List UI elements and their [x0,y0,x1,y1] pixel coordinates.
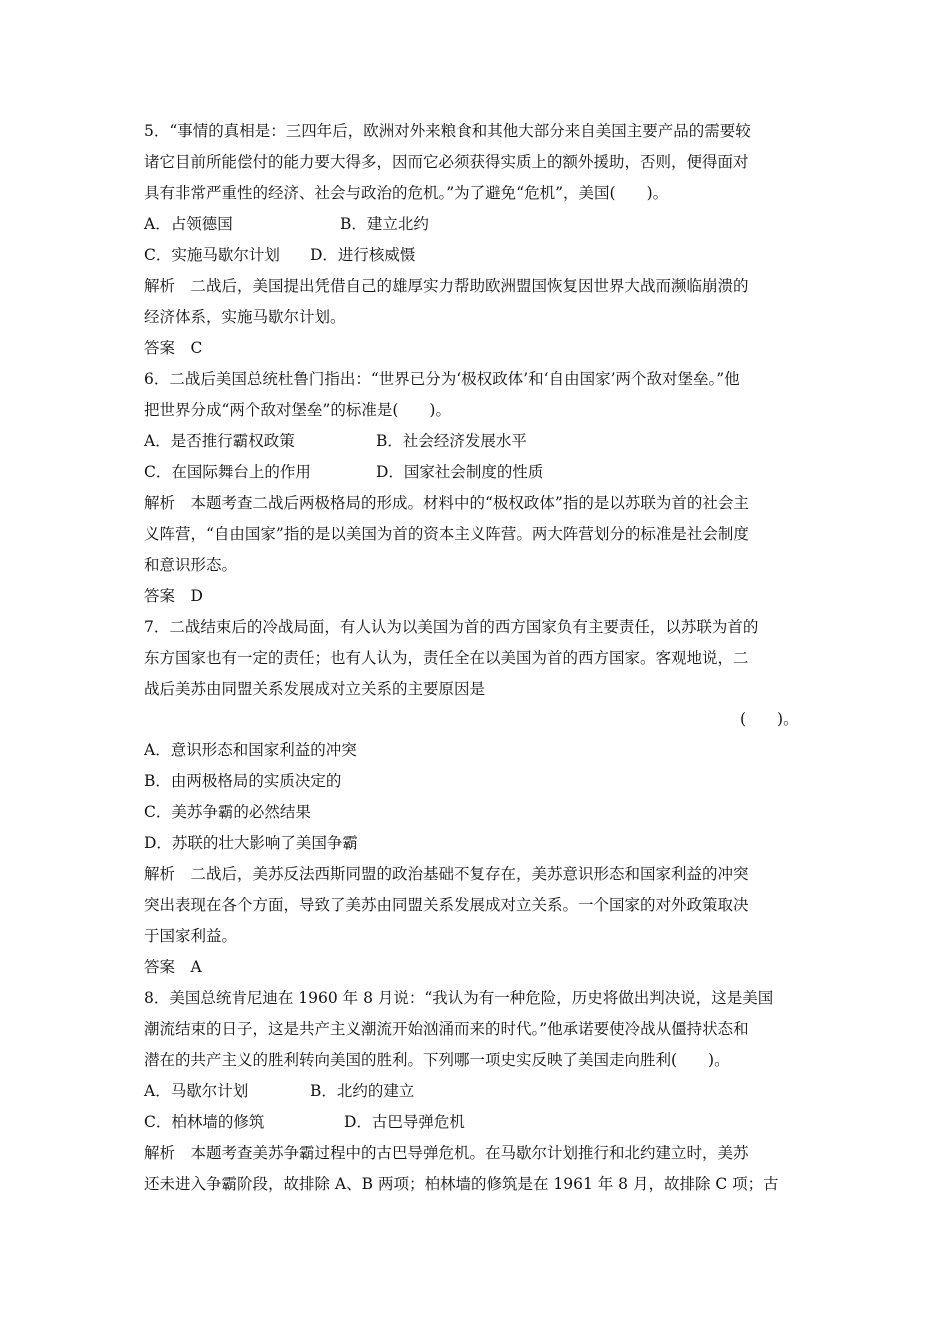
q5-option-d: D．进行核威慑 [310,246,416,264]
q7-analysis-line-2: 突出表现在各个方面，导致了美苏由同盟关系发展成对立关系。一个国家的对外政策取决 [144,896,749,914]
q7-analysis-line-3: 于国家利益。 [144,927,238,945]
q6-analysis-line-2: 义阵营，“自由国家”指的是以美国为首的资本主义阵营。两大阵营划分的标准是社会制度 [144,525,749,543]
q7-option-b: B．由两极格局的实质决定的 [144,772,342,790]
q5-option-a: A．占领德国 [144,215,233,233]
q7-option-a: A．意识形态和国家利益的冲突 [144,741,357,759]
q6-stem-line-1: 6．二战后美国总统杜鲁门指出：“世界已分为‘极权政体’和‘自由国家’两个敌对堡垒。”他 [144,370,740,388]
q8-stem-line-1: 8．美国总统肯尼迪在 1960 年 8 月说：“我认为有一种危险，历史将做出判决说，这是美国 [144,989,774,1007]
q5-answer: 答案 C [144,339,203,357]
q6-option-b: B．社会经济发展水平 [376,432,527,450]
q8-option-a: A．马歇尔计划 [144,1082,249,1100]
q5-option-b: B．建立北约 [340,215,429,233]
q8-stem-line-3: 潜在的共产主义的胜利转向美国的胜利。下列哪一项史实反映了美国走向胜利( )。 [144,1051,730,1069]
q5-options-row-2 [144,244,812,266]
q8-option-d: D．古巴导弹危机 [344,1113,465,1131]
q7-option-d: D．苏联的壮大影响了美国争霸 [144,834,358,852]
q5-stem-line-2: 诸它目前所能偿付的能力要大得多，因而它必须获得实质上的额外援助，否则，便得面对 [144,153,749,171]
q8-options-row-2 [144,1111,812,1133]
q8-analysis-line-2: 还未进入争霸阶段，故排除 A、B 两项；柏林墙的修筑是在 1961 年 8 月，故排除 C 项；古 [144,1175,779,1193]
q6-option-c: C．在国际舞台上的作用 [144,463,311,481]
q5-options-row-1 [144,213,812,235]
q7-stem-line-3: 战后美苏由同盟关系发展成对立关系的主要原因是 [144,680,486,698]
q8-stem-line-2: 潮流结束的日子，这是共产主义潮流开始汹涌而来的时代。”他承诺要使冷战从僵持状态和 [144,1020,749,1038]
q8-options-row-1 [144,1080,812,1102]
q8-option-b: B．北约的建立 [310,1082,415,1100]
q7-answer-blank: ( )。 [740,710,799,728]
q7-option-c: C．美苏争霸的必然结果 [144,803,311,821]
q6-stem-line-2: 把世界分成“两个敌对堡垒”的标准是( )。 [144,401,451,419]
q6-options-row-2 [144,461,812,483]
q6-options-row-1 [144,430,812,452]
q6-option-a: A．是否推行霸权政策 [144,432,295,450]
q8-option-c: C．柏林墙的修筑 [144,1113,265,1131]
q7-analysis-line-1: 解析 二战后，美苏反法西斯同盟的政治基础不复存在，美苏意识形态和国家利益的冲突 [144,865,749,883]
q7-answer: 答案 A [144,958,202,976]
q5-stem-line-3: 具有非常严重性的经济、社会与政治的危机。”为了避免“危机”，美国( )。 [144,184,669,202]
q6-analysis-line-3: 和意识形态。 [144,556,238,574]
q5-option-c: C．实施马歇尔计划 [144,246,280,264]
q5-stem-line-1: 5．“事情的真相是：三四年后，欧洲对外来粮食和其他大部分来自美国主要产品的需要较 [144,122,751,140]
q5-analysis-line-1: 解析 二战后，美国提出凭借自己的雄厚实力帮助欧洲盟国恢复因世界大战而濒临崩溃的 [144,277,749,295]
q5-analysis-line-2: 经济体系，实施马歇尔计划。 [144,308,346,326]
q7-stem-line-1: 7．二战结束后的冷战局面，有人认为以美国为首的西方国家负有主要责任，以苏联为首的 [144,618,759,636]
q7-stem-line-2: 东方国家也有一定的责任；也有人认为，责任全在以美国为首的西方国家。客观地说，二 [144,649,749,667]
q6-answer: 答案 D [144,587,203,605]
q8-analysis-line-1: 解析 本题考查美苏争霸过程中的古巴导弹危机。在马歇尔计划推行和北约建立时，美苏 [144,1144,749,1162]
q6-analysis-line-1: 解析 本题考查二战后两极格局的形成。材料中的“极权政体”指的是以苏联为首的社会主 [144,494,749,512]
q6-option-d: D．国家社会制度的性质 [376,463,544,481]
